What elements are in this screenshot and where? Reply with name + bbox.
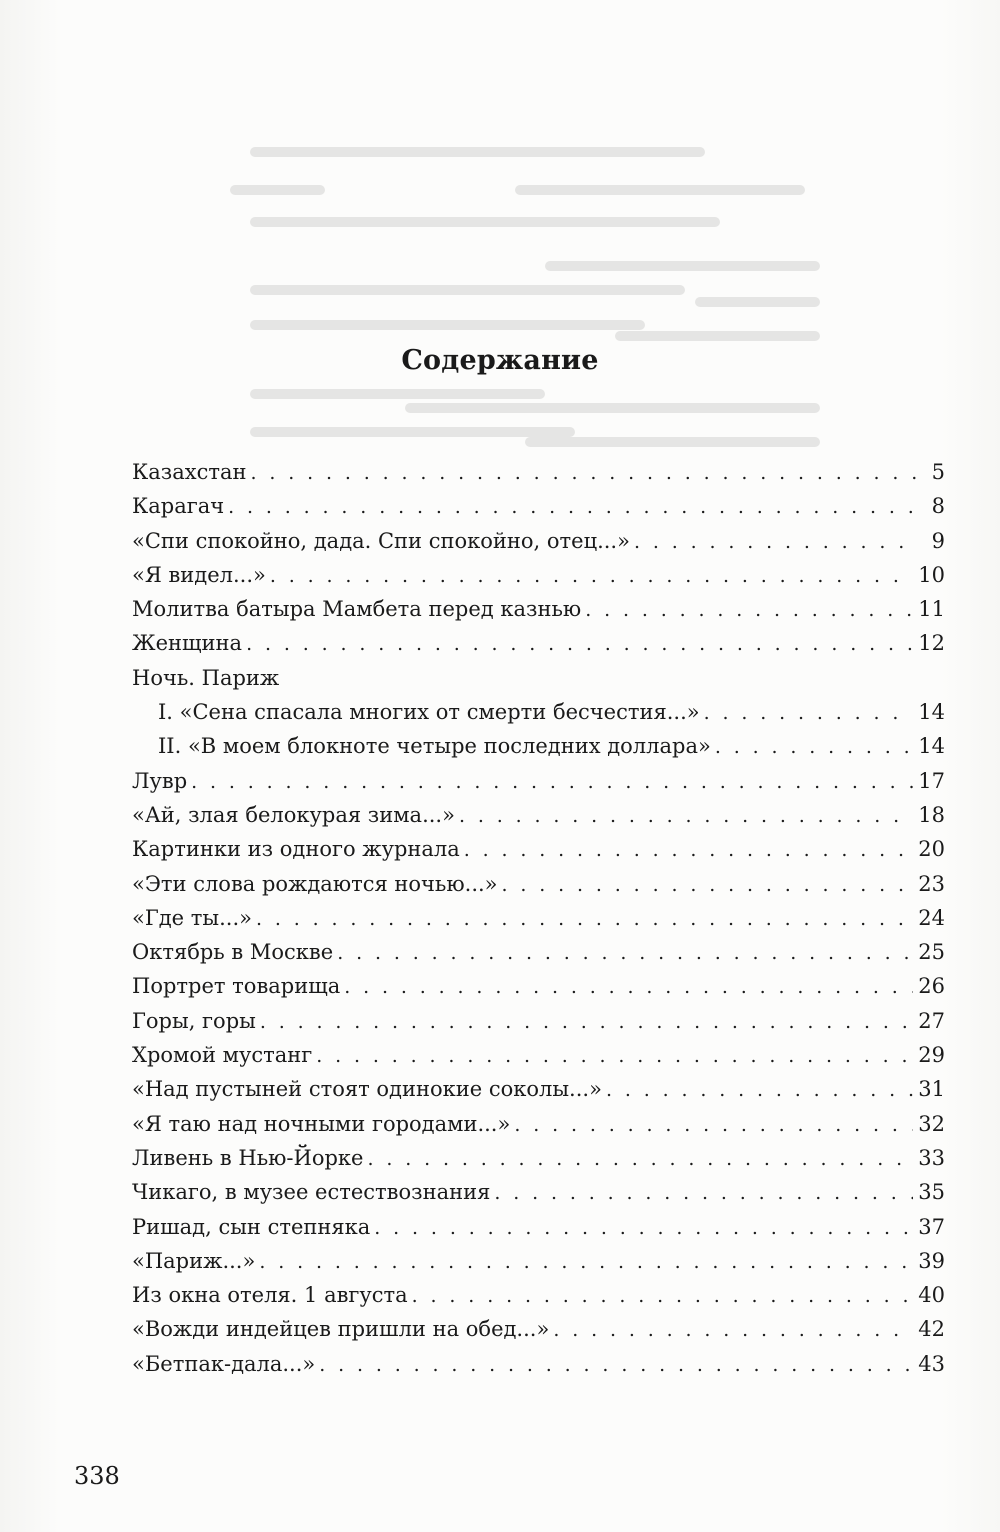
toc-entry-title: Лувр	[132, 768, 188, 793]
contents-heading: Содержание	[401, 345, 599, 376]
dot-leader	[251, 456, 919, 490]
toc-entry-page: 9	[931, 528, 945, 553]
toc-entry-title: II. «В моем блокноте четыре последних доллара»	[158, 734, 711, 759]
toc-entry-page: 37	[918, 1214, 945, 1239]
page-number: 338	[74, 1462, 120, 1490]
toc-entry-title: «Спи спокойно, дада. Спи спокойно, отец...»	[132, 528, 630, 553]
toc-entry[interactable]	[132, 1141, 945, 1175]
toc-entry-title: Ночь. Париж	[132, 665, 280, 690]
toc-entry-page: 10	[918, 562, 945, 587]
toc-entry[interactable]	[132, 1347, 945, 1381]
toc-entry[interactable]	[132, 489, 945, 523]
toc-entry-page: 14	[918, 700, 945, 725]
dot-leader	[344, 970, 913, 1004]
toc-entry-title: «Я таю над ночными городами...»	[132, 1111, 511, 1136]
toc-entry-title: Из окна отеля. 1 августа	[132, 1283, 408, 1308]
toc-entry[interactable]	[132, 1038, 945, 1072]
toc-entry[interactable]	[132, 901, 945, 935]
toc-entry[interactable]	[132, 1072, 945, 1106]
toc-entry-title: «Вожди индейцев пришли на обед...»	[132, 1317, 550, 1342]
toc-entry[interactable]	[132, 1107, 945, 1141]
dot-leader	[464, 833, 913, 867]
toc-section-heading	[132, 661, 945, 695]
dot-leader	[260, 1005, 913, 1039]
toc-entry-title: Казахстан	[132, 460, 247, 484]
dot-leader	[502, 868, 914, 902]
table-of-contents	[132, 455, 945, 1381]
toc-entry-page: 26	[918, 974, 945, 999]
dot-leader	[704, 696, 914, 730]
toc-entry-title: Портрет товарища	[132, 974, 341, 999]
toc-entry[interactable]	[132, 1278, 945, 1312]
dot-leader	[374, 1211, 913, 1245]
toc-entry-page: 14	[918, 734, 945, 759]
toc-entry[interactable]	[132, 1175, 945, 1209]
toc-entry-title: «Ай, злая белокурая зима...»	[132, 802, 455, 827]
toc-entry-title: «Над пустыней стоят одинокие соколы...»	[132, 1077, 602, 1102]
toc-entry-page: 42	[918, 1317, 945, 1342]
dot-leader	[367, 1142, 913, 1176]
toc-entry-title: Молитва батыра Мамбета перед казнью	[132, 597, 582, 622]
toc-entry[interactable]	[132, 969, 945, 1003]
toc-entry-page: 17	[918, 768, 945, 793]
toc-entry-page: 25	[918, 940, 945, 965]
toc-entry-title: Ливень в Нью-Йорке	[132, 1145, 364, 1170]
toc-entry-page: 20	[918, 837, 945, 862]
toc-entry-title: «Где ты...»	[132, 905, 252, 930]
toc-entry-title: «Эти слова рождаются ночью...»	[132, 871, 498, 896]
toc-entry-title: Хромой мустанг	[132, 1043, 313, 1068]
toc-entry[interactable]	[132, 1004, 945, 1038]
dot-leader	[228, 490, 918, 524]
toc-entry-page: 39	[918, 1248, 945, 1273]
toc-entry[interactable]	[132, 1244, 945, 1278]
toc-entry[interactable]	[132, 798, 945, 832]
toc-entry-title: I. «Сена спасала многих от смерти бесчестия...»	[158, 700, 700, 725]
toc-entry-title: «Я видел...»	[132, 562, 266, 587]
dot-leader	[337, 936, 913, 970]
toc-entry[interactable]	[132, 935, 945, 969]
dot-leader	[191, 765, 913, 799]
dot-leader	[259, 1245, 913, 1279]
dot-leader	[634, 525, 918, 559]
dot-leader	[606, 1073, 913, 1107]
toc-entry-title: «Париж...»	[132, 1248, 256, 1273]
toc-entry-title: Октябрь в Москве	[132, 940, 334, 965]
dot-leader	[553, 1313, 913, 1347]
toc-entry[interactable]	[132, 867, 945, 901]
toc-entry[interactable]	[132, 455, 945, 489]
toc-entry[interactable]	[132, 832, 945, 866]
toc-subentry[interactable]	[132, 729, 945, 763]
toc-entry-title: «Бетпак-дала...»	[132, 1351, 316, 1376]
dot-leader	[319, 1348, 913, 1382]
toc-entry-page: 24	[918, 905, 945, 930]
toc-entry-title: Горы, горы	[132, 1008, 256, 1033]
toc-entry-page: 32	[918, 1111, 945, 1136]
toc-entry[interactable]	[132, 1312, 945, 1346]
toc-entry-title: Чикаго, в музее естествознания	[132, 1180, 491, 1205]
dot-leader	[715, 730, 913, 764]
toc-entry-page: 33	[918, 1145, 945, 1170]
toc-entry-page: 11	[918, 597, 945, 622]
toc-entry-title: Картинки из одного журнала	[132, 837, 460, 862]
toc-entry[interactable]	[132, 592, 945, 626]
toc-entry[interactable]	[132, 524, 945, 558]
toc-entry-page: 12	[918, 631, 945, 656]
toc-entry[interactable]	[132, 764, 945, 798]
toc-entry-title: Ришад, сын степняка	[132, 1214, 371, 1239]
dot-leader	[494, 1176, 913, 1210]
toc-entry-page: 23	[918, 871, 945, 896]
toc-entry-title: Карагач	[132, 494, 225, 519]
toc-entry[interactable]	[132, 558, 945, 592]
toc-subentry[interactable]	[132, 695, 945, 729]
toc-entry-page: 27	[918, 1008, 945, 1033]
dot-leader	[256, 902, 913, 936]
toc-entry-page: 43	[918, 1351, 945, 1376]
toc-entry[interactable]	[132, 626, 945, 660]
dot-leader	[270, 559, 913, 593]
toc-entry-page: 18	[918, 802, 945, 827]
dot-leader	[514, 1108, 913, 1142]
toc-entry-title: Женщина	[132, 631, 243, 656]
toc-entry-page: 40	[918, 1283, 945, 1308]
toc-entry-page: 35	[918, 1180, 945, 1205]
toc-entry-page: 5	[931, 460, 945, 484]
toc-entry[interactable]	[132, 1210, 945, 1244]
dot-leader	[316, 1039, 913, 1073]
toc-entry-page: 29	[918, 1043, 945, 1068]
dot-leader	[585, 593, 913, 627]
dot-leader	[459, 799, 913, 833]
dot-leader	[412, 1279, 914, 1313]
dot-leader	[246, 627, 913, 661]
toc-entry-page: 31	[918, 1077, 945, 1102]
toc-entry-page: 8	[931, 494, 945, 519]
